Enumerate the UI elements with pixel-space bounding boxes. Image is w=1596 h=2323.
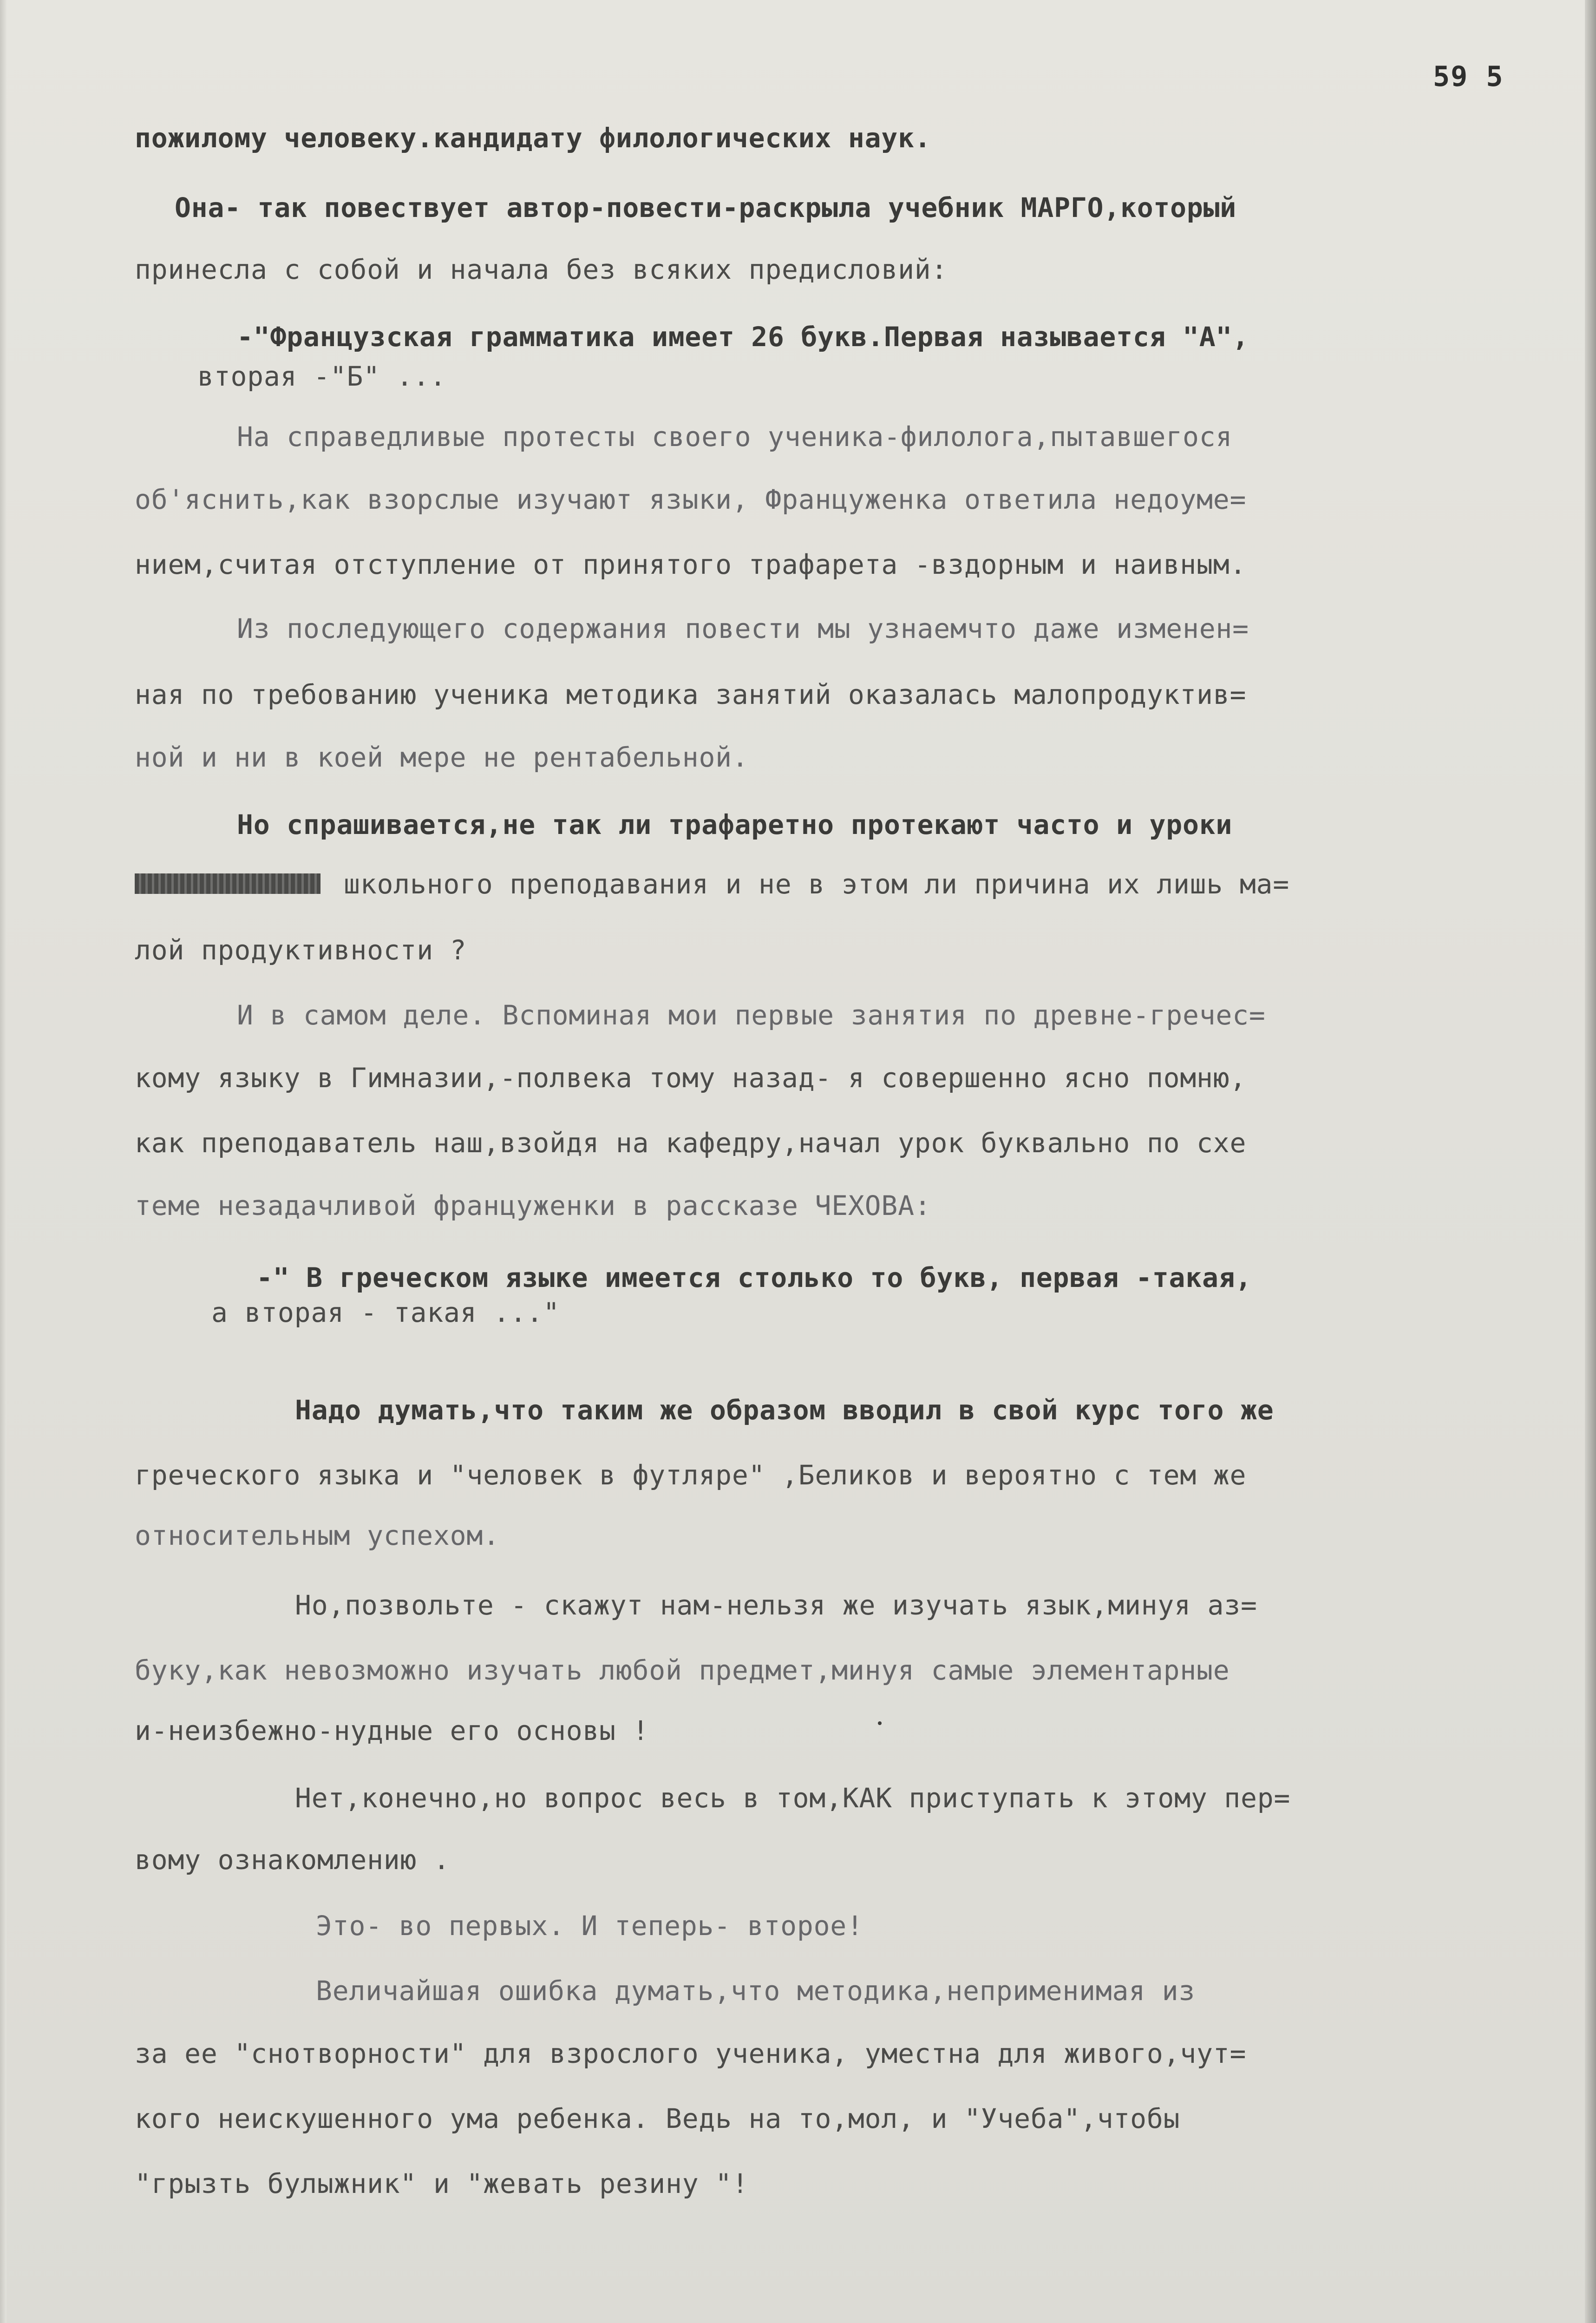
text-line-16: кому языку в Гимназии,-полвека тому назад- я совершенно ясно помню, [135, 1062, 1247, 1094]
text-line-27: Нет,конечно,но вопрос весь в том,КАК приступать к этому пер= [295, 1782, 1291, 1814]
text-line-12: Но спрашивается,не так ли трафаретно протекают часто и уроки [237, 809, 1233, 840]
text-line-3: принесла с собой и начала без всяких предисловий: [135, 254, 948, 285]
text-line-15: И в самом деле. Вспоминая мои первые занятия по древне-гречес= [237, 999, 1266, 1031]
page-right-edge [1585, 0, 1596, 2323]
page-number: 59 5 [1433, 60, 1504, 93]
text-line-17: как преподаватель наш,взойдя на кафедру,начал урок буквально по схе [135, 1127, 1247, 1159]
text-line-10: ная по требованию ученика методика занятий оказалась малопродуктив= [135, 679, 1247, 710]
text-line-11: ной и ни в коей мере не рентабельной. [135, 742, 749, 773]
text-line-26: и-неизбежно-нудные его основы ! [135, 1715, 649, 1746]
stray-ink-dot [878, 1721, 882, 1725]
text-line-7: об'яснить,как взорслые изучают языки, Француженка ответила недоуме= [135, 484, 1247, 515]
text-line-21: Надо думать,что таким же образом вводил в свой курс того же [295, 1394, 1274, 1426]
text-line-28: вому ознакомлению . [135, 1844, 450, 1876]
text-line-1: пожилому человеку.кандидату филологических наук. [135, 122, 931, 154]
text-line-6: На справедливые протесты своего ученика-филолога,пытавшегося [237, 421, 1233, 453]
text-line-14: лой продуктивности ? [135, 934, 467, 966]
page-left-edge [0, 0, 7, 2323]
text-line-33: "грызть булыжник" и "жевать резину "! [135, 2168, 749, 2199]
text-line-18: теме незадачливой француженки в рассказе ЧЕХОВА: [135, 1190, 931, 1221]
text-line-25: буку,как невозможно изучать любой предмет,минуя самые элементарные [135, 1654, 1230, 1686]
text-line-9: Из последующего содержания повести мы узнаемчто даже изменен= [237, 613, 1249, 644]
text-line-5: вторая -"Б" ... [197, 361, 446, 392]
text-line-19: -" В греческом языке имеется столько то букв, первая -такая, [256, 1262, 1252, 1293]
text-line-30: Величайшая ошибка думать,что методика,неприменимая из [316, 1975, 1196, 2007]
text-line-32: кого неискушенного ума ребенка. Ведь на то,мол, и "Учеба",чтобы [135, 2103, 1180, 2134]
text-line-24: Но,позвольте - скажут нам-нельзя же изучать язык,минуя аз= [295, 1589, 1257, 1621]
text-line-2: Она- так повествует автор-повести-раскрыла учебник МАРГО,который [175, 192, 1237, 223]
text-line-31: за ее "снотворности" для взрослого ученика, уместна для живого,чут= [135, 2038, 1247, 2069]
struck-out-text [135, 873, 321, 894]
text-line-13: школьного преподавания и не в этом ли причина их лишь ма= [344, 868, 1289, 900]
text-line-8: нием,считая отступление от принятого трафарета -вздорным и наивным. [135, 549, 1247, 580]
text-line-4: -"Французская грамматика имеет 26 букв.Первая называется "А", [237, 321, 1249, 353]
text-line-22: греческого языка и "человек в футляре" ,Беликов и вероятно с тем же [135, 1459, 1247, 1491]
text-line-23: относительным успехом. [135, 1520, 500, 1551]
text-line-20: а вторая - такая ..." [211, 1297, 560, 1328]
text-line-29: Это- во первых. И теперь- второе! [316, 1910, 863, 1942]
